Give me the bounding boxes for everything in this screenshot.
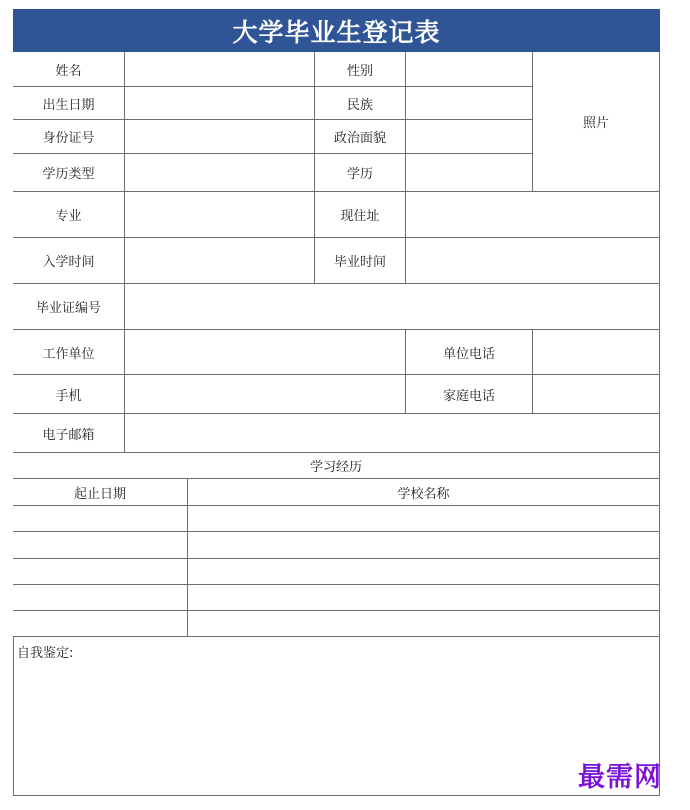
enrollment-date-field[interactable] — [125, 238, 315, 284]
id-number-label: 身份证号 — [13, 120, 125, 154]
education-type-field[interactable] — [125, 154, 315, 192]
study-row-4-school-name[interactable] — [188, 585, 660, 611]
study-row-1-school-name[interactable] — [188, 506, 660, 532]
major-field[interactable] — [125, 192, 315, 238]
self-assessment-area[interactable] — [13, 637, 660, 796]
study-row-4-date-range[interactable] — [13, 585, 188, 611]
name-label: 姓名 — [13, 52, 125, 87]
major-label: 专业 — [13, 192, 125, 238]
study-row-5-date-range[interactable] — [13, 611, 188, 637]
diploma-number-field[interactable] — [125, 284, 660, 330]
ethnicity-field[interactable] — [406, 87, 533, 120]
political-status-label: 政治面貌 — [315, 120, 406, 154]
site-watermark: 最需网 — [578, 762, 662, 793]
education-type-label: 学历类型 — [13, 154, 125, 192]
work-phone-label: 单位电话 — [406, 330, 533, 375]
photo-area[interactable]: 照片 — [533, 52, 660, 192]
email-label: 电子邮箱 — [13, 414, 125, 453]
home-phone-label: 家庭电话 — [406, 375, 533, 414]
study-row-2-date-range[interactable] — [13, 532, 188, 559]
date-range-column-header: 起止日期 — [13, 479, 188, 506]
graduation-date-label: 毕业时间 — [315, 238, 406, 284]
gender-field[interactable] — [406, 52, 533, 87]
graduation-date-field[interactable] — [406, 238, 660, 284]
study-row-2-school-name[interactable] — [188, 532, 660, 559]
birth-date-label: 出生日期 — [13, 87, 125, 120]
home-phone-field[interactable] — [533, 375, 660, 414]
employer-label: 工作单位 — [13, 330, 125, 375]
name-field[interactable] — [125, 52, 315, 87]
education-label: 学历 — [315, 154, 406, 192]
study-row-1-date-range[interactable] — [13, 506, 188, 532]
mobile-label: 手机 — [13, 375, 125, 414]
education-field[interactable] — [406, 154, 533, 192]
study-row-3-date-range[interactable] — [13, 559, 188, 585]
work-phone-field[interactable] — [533, 330, 660, 375]
diploma-number-label: 毕业证编号 — [13, 284, 125, 330]
form-title: 大学毕业生登记表 — [13, 9, 660, 52]
study-row-3-school-name[interactable] — [188, 559, 660, 585]
ethnicity-label: 民族 — [315, 87, 406, 120]
study-row-5-school-name[interactable] — [188, 611, 660, 637]
school-name-column-header: 学校名称 — [188, 479, 660, 506]
employer-field[interactable] — [125, 330, 406, 375]
gender-label: 性别 — [315, 52, 406, 87]
birth-date-field[interactable] — [125, 87, 315, 120]
self-assessment-label: 自我鉴定: — [17, 646, 74, 661]
political-status-field[interactable] — [406, 120, 533, 154]
id-number-field[interactable] — [125, 120, 315, 154]
address-field[interactable] — [406, 192, 660, 238]
address-label: 现住址 — [315, 192, 406, 238]
study-history-heading: 学习经历 — [13, 453, 660, 479]
email-field[interactable] — [125, 414, 660, 453]
mobile-field[interactable] — [125, 375, 406, 414]
enrollment-date-label: 入学时间 — [13, 238, 125, 284]
